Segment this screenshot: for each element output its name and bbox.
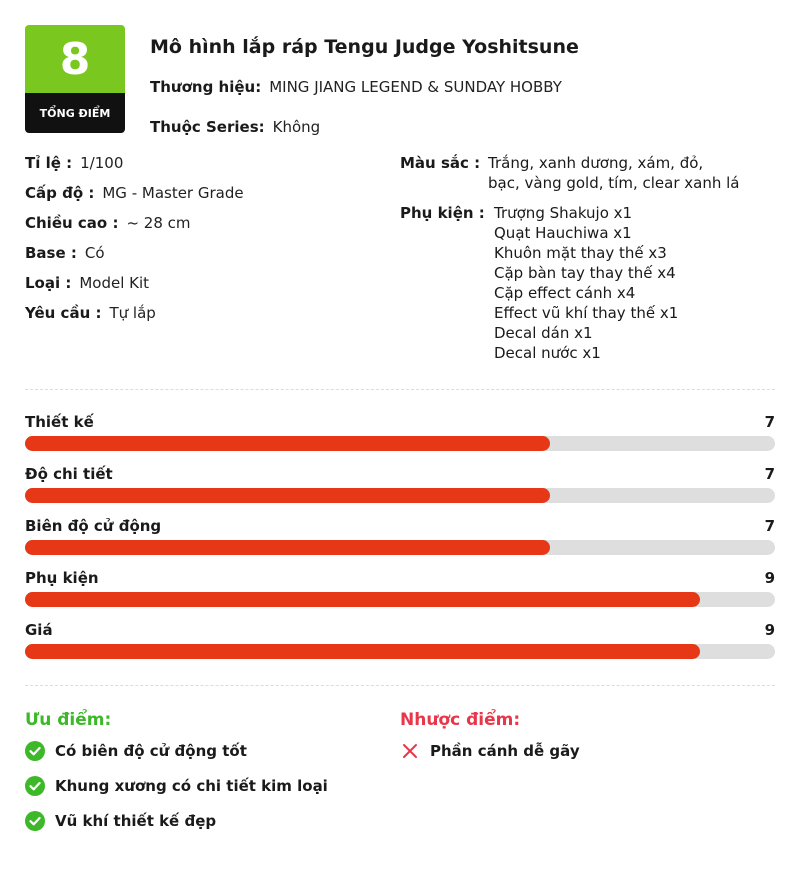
pro-item — [25, 811, 216, 831]
rating-fill — [25, 540, 550, 555]
accessory-item: Effect vũ khí thay thế x1 — [494, 304, 679, 322]
check-circle-icon — [25, 741, 45, 761]
spec-label: Loại : — [25, 274, 72, 292]
check-circle-icon — [25, 811, 45, 831]
rating-track — [25, 644, 775, 659]
rating-fill — [25, 488, 550, 503]
rating-track — [25, 540, 775, 555]
rating-score: 7 — [764, 413, 775, 431]
check-circle-icon — [25, 776, 45, 796]
cons-title: Nhược điểm: — [400, 710, 521, 730]
divider — [25, 389, 775, 390]
score-badge — [25, 25, 125, 133]
spec-value: 1/100 — [80, 154, 124, 172]
spec-value: Model Kit — [79, 274, 150, 292]
rating-label: Độ chi tiết — [25, 465, 113, 483]
spec-value: MG - Master Grade — [102, 184, 244, 202]
brand-value: MING JIANG LEGEND & SUNDAY HOBBY — [269, 78, 562, 96]
accessories-list — [494, 203, 678, 363]
rating-track — [25, 436, 775, 451]
spec-label: Tỉ lệ : — [25, 154, 73, 172]
spec-grade — [25, 184, 244, 202]
spec-value: ~ 28 cm — [126, 214, 191, 232]
spec-label: Base : — [25, 244, 77, 262]
spec-base — [25, 244, 105, 262]
pro-text: Có biên độ cử động tốt — [55, 742, 247, 760]
color-line: bạc, vàng gold, tím, clear xanh lá — [488, 174, 740, 192]
close-icon — [400, 741, 420, 761]
pro-item — [25, 776, 328, 796]
rating-score: 7 — [764, 517, 775, 535]
colors-label: Màu sắc : — [400, 154, 481, 172]
divider — [25, 685, 775, 686]
brand-row — [150, 78, 562, 96]
rating-fill — [25, 592, 700, 607]
spec-value: Tự lắp — [109, 304, 156, 322]
accessory-item: Khuôn mặt thay thế x3 — [494, 244, 667, 262]
series-label: Thuộc Series: — [150, 118, 265, 136]
spec-label: Chiều cao : — [25, 214, 119, 232]
accessory-item: Quạt Hauchiwa x1 — [494, 224, 632, 242]
score-value: 8 — [25, 25, 125, 93]
color-line: Trắng, xanh dương, xám, đỏ, — [488, 154, 704, 172]
spec-value: Có — [84, 244, 105, 262]
pro-text: Vũ khí thiết kế đẹp — [55, 812, 217, 830]
accessory-item: Decal nước x1 — [494, 344, 601, 362]
product-title: Mô hình lắp ráp Tengu Judge Yoshitsune — [150, 36, 579, 58]
rating-articulation — [25, 517, 775, 557]
accessories-label: Phụ kiện : — [400, 204, 485, 222]
spec-requirement — [25, 304, 156, 322]
con-item — [400, 741, 580, 761]
spec-height — [25, 214, 191, 232]
rating-fill — [25, 436, 550, 451]
rating-label: Giá — [25, 621, 53, 639]
accessory-item: Decal dán x1 — [494, 324, 593, 342]
rating-design — [25, 413, 775, 453]
rating-score: 9 — [764, 621, 775, 639]
score-label: TỔNG ĐIỂM — [25, 93, 125, 133]
con-text: Phần cánh dễ gãy — [430, 742, 580, 760]
spec-scale — [25, 154, 123, 172]
accessory-item: Trượng Shakujo x1 — [494, 204, 633, 222]
rating-label: Biên độ cử động — [25, 517, 162, 535]
pro-item — [25, 741, 247, 761]
rating-price — [25, 621, 775, 661]
rating-accessories — [25, 569, 775, 609]
series-value: Không — [272, 118, 321, 136]
spec-type — [25, 274, 149, 292]
rating-fill — [25, 644, 700, 659]
rating-score: 9 — [764, 569, 775, 587]
accessory-item: Cặp bàn tay thay thế x4 — [494, 264, 676, 282]
pro-text: Khung xương có chi tiết kim loại — [55, 777, 328, 795]
brand-label: Thương hiệu: — [150, 78, 262, 96]
rating-detail — [25, 465, 775, 505]
spec-label: Yêu cầu : — [25, 304, 102, 322]
rating-label: Phụ kiện — [25, 569, 99, 587]
pros-title: Ưu điểm: — [25, 710, 112, 730]
colors-list — [488, 153, 739, 193]
spec-label: Cấp độ : — [25, 184, 95, 202]
accessory-item: Cặp effect cánh x4 — [494, 284, 636, 302]
rating-track — [25, 488, 775, 503]
rating-score: 7 — [764, 465, 775, 483]
series-row — [150, 118, 320, 136]
rating-track — [25, 592, 775, 607]
rating-label: Thiết kế — [25, 413, 94, 431]
